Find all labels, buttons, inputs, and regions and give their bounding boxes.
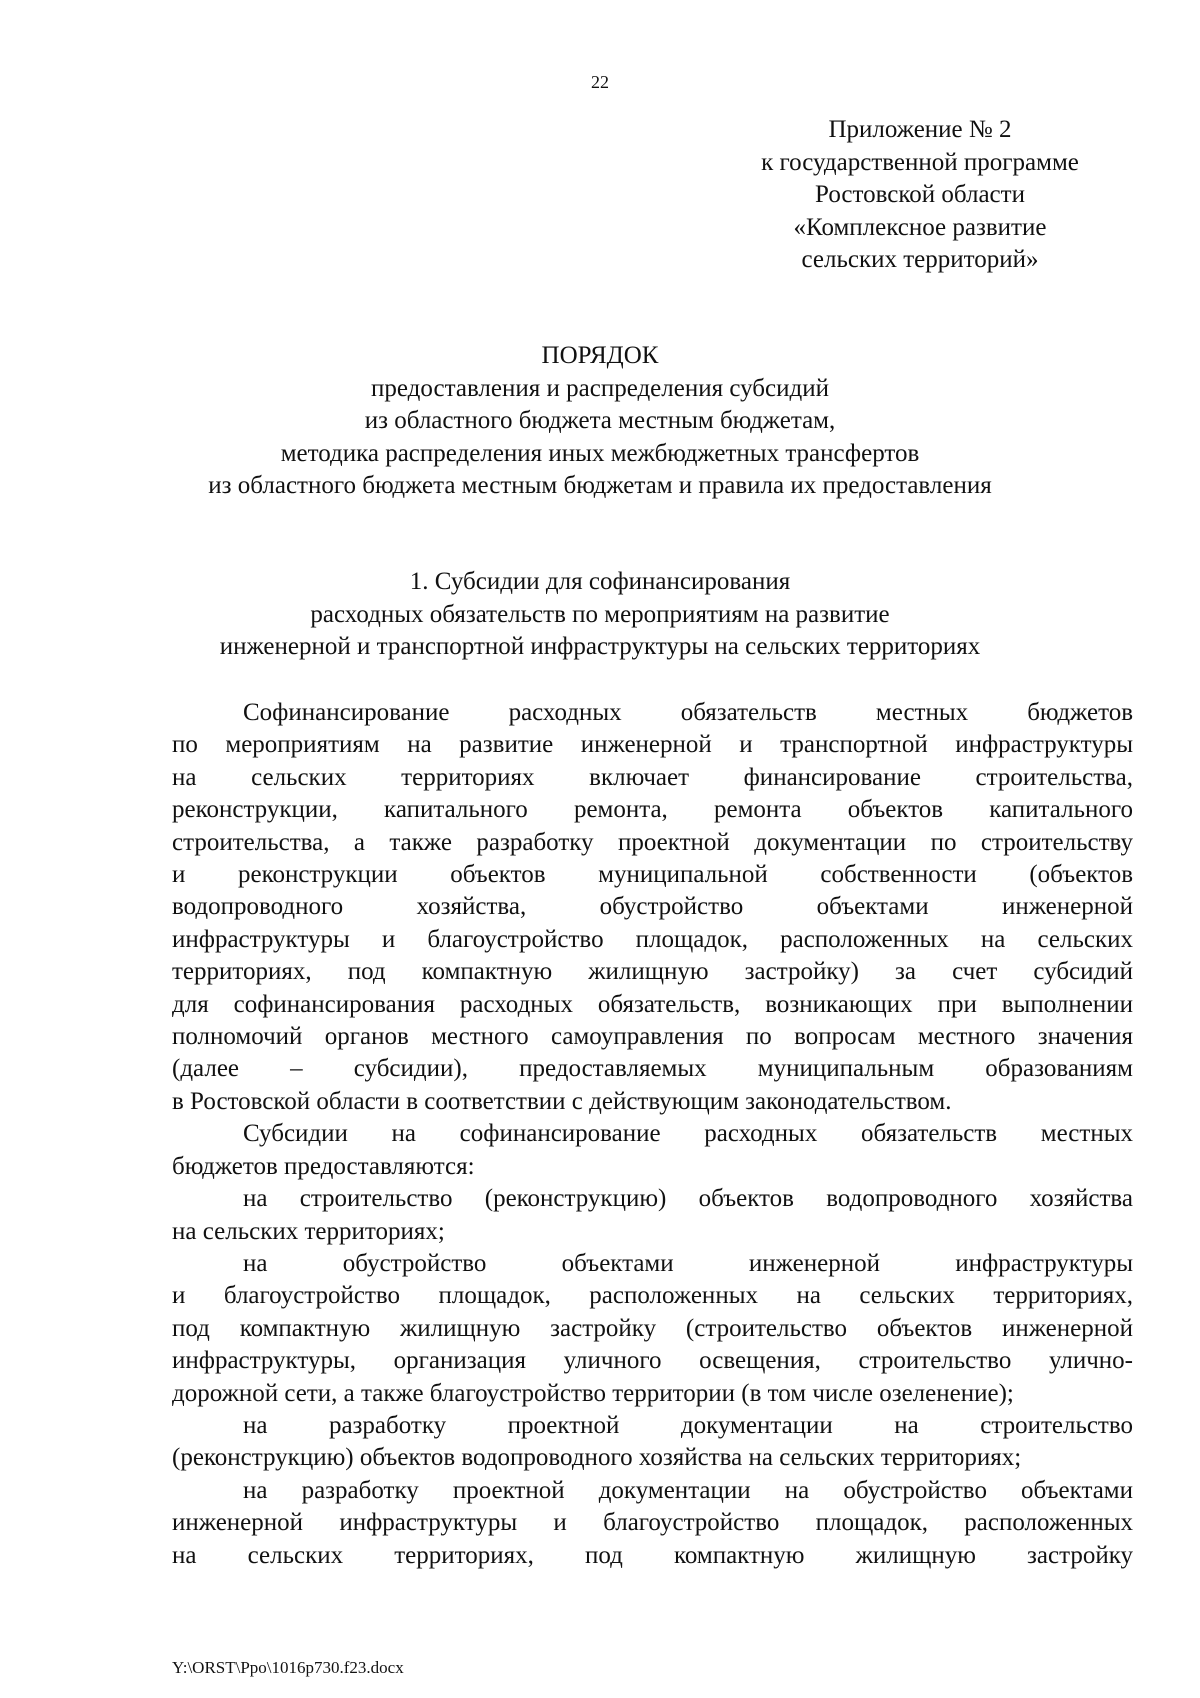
body-line: на сельских территориях включает финансирование строительства,: [172, 763, 1133, 791]
appendix-reference: [740, 114, 1100, 277]
body-line: и реконструкции объектов муниципальной собственности (объектов: [172, 861, 1133, 889]
body-line: на строительство (реконструкцию) объектов водопроводного хозяйства: [243, 1185, 1133, 1213]
file-path-footer: Y:\ORST\Ppo\1016p730.f23.docx: [172, 1658, 404, 1677]
title-line: предоставления и распределения субсидий: [371, 374, 829, 402]
body-line: под компактную жилищную застройку (строительство объектов инженерной: [172, 1314, 1133, 1342]
appendix-line: сельских территорий»: [801, 246, 1039, 273]
body-line: для софинансирования расходных обязательств, возникающих при выполнении: [172, 990, 1133, 1018]
body-text: [172, 697, 1133, 1572]
body-line: по мероприятиям на развитие инженерной и транспортной инфраструктуры: [172, 731, 1133, 759]
body-line: Субсидии на софинансирование расходных обязательств местных: [243, 1120, 1133, 1148]
body-line: строительства, а также разработку проектной документации по строительству: [172, 828, 1133, 856]
body-line: на сельских территориях;: [172, 1217, 445, 1245]
section-heading-line: 1. Субсидии для софинансирования: [409, 568, 791, 595]
body-line: на сельских территориях, под компактную жилищную застройку: [172, 1541, 1133, 1569]
body-line: и благоустройство площадок, расположенных на сельских территориях,: [172, 1282, 1133, 1310]
body-line: (реконструкцию) объектов водопроводного хозяйства на сельских территориях;: [172, 1444, 1022, 1472]
body-line: полномочий органов местного самоуправления по вопросам местного значения: [172, 1023, 1133, 1051]
page-number: 22: [591, 72, 609, 92]
appendix-line: «Комплексное развитие: [793, 213, 1047, 241]
appendix-line: Ростовской области: [815, 181, 1025, 208]
section-heading-line: расходных обязательств по мероприятиям на развитие: [310, 600, 890, 628]
section-heading-line: инженерной и транспортной инфраструктуры на сельских территориях: [219, 633, 981, 660]
body-line: инфраструктуры, организация уличного освещения, строительство улично-: [172, 1347, 1133, 1375]
body-line: водопроводного хозяйства, обустройство объектами инженерной: [172, 893, 1133, 921]
body-line: на разработку проектной документации на обустройство объектами: [243, 1476, 1133, 1504]
section-heading: [150, 566, 1050, 664]
title-line: методика распределения иных межбюджетных трансфертов: [280, 439, 920, 467]
title-line: из областного бюджета местным бюджетам,: [364, 407, 836, 434]
body-line: территориях, под компактную жилищную застройку) за счет субсидий: [172, 958, 1133, 986]
title-heading: ПОРЯДОК: [541, 342, 659, 369]
body-line: дорожной сети, а также благоустройство территории (в том числе озеленение);: [172, 1379, 1014, 1407]
body-line: инфраструктуры и благоустройство площадок, расположенных на сельских: [172, 925, 1133, 953]
body-line: реконструкции, капитального ремонта, ремонта объектов капитального: [172, 796, 1133, 824]
body-line: на обустройство объектами инженерной инфраструктуры: [243, 1249, 1133, 1277]
body-line: инженерной инфраструктуры и благоустройство площадок, расположенных: [172, 1509, 1133, 1537]
title-line: из областного бюджета местным бюджетам и правила их предоставления: [208, 472, 992, 499]
document-title: [150, 340, 1050, 503]
body-line: Софинансирование расходных обязательств местных бюджетов: [243, 699, 1133, 726]
appendix-line: к государственной программе: [761, 148, 1079, 176]
appendix-line: Приложение № 2: [828, 116, 1012, 143]
body-line: бюджетов предоставляются:: [172, 1152, 475, 1180]
body-line: (далее – субсидии), предоставляемых муниципальным образованиям: [172, 1055, 1133, 1083]
body-line: на разработку проектной документации на строительство: [243, 1411, 1133, 1439]
body-line: в Ростовской области в соответствии с действующим законодательством.: [172, 1087, 952, 1115]
